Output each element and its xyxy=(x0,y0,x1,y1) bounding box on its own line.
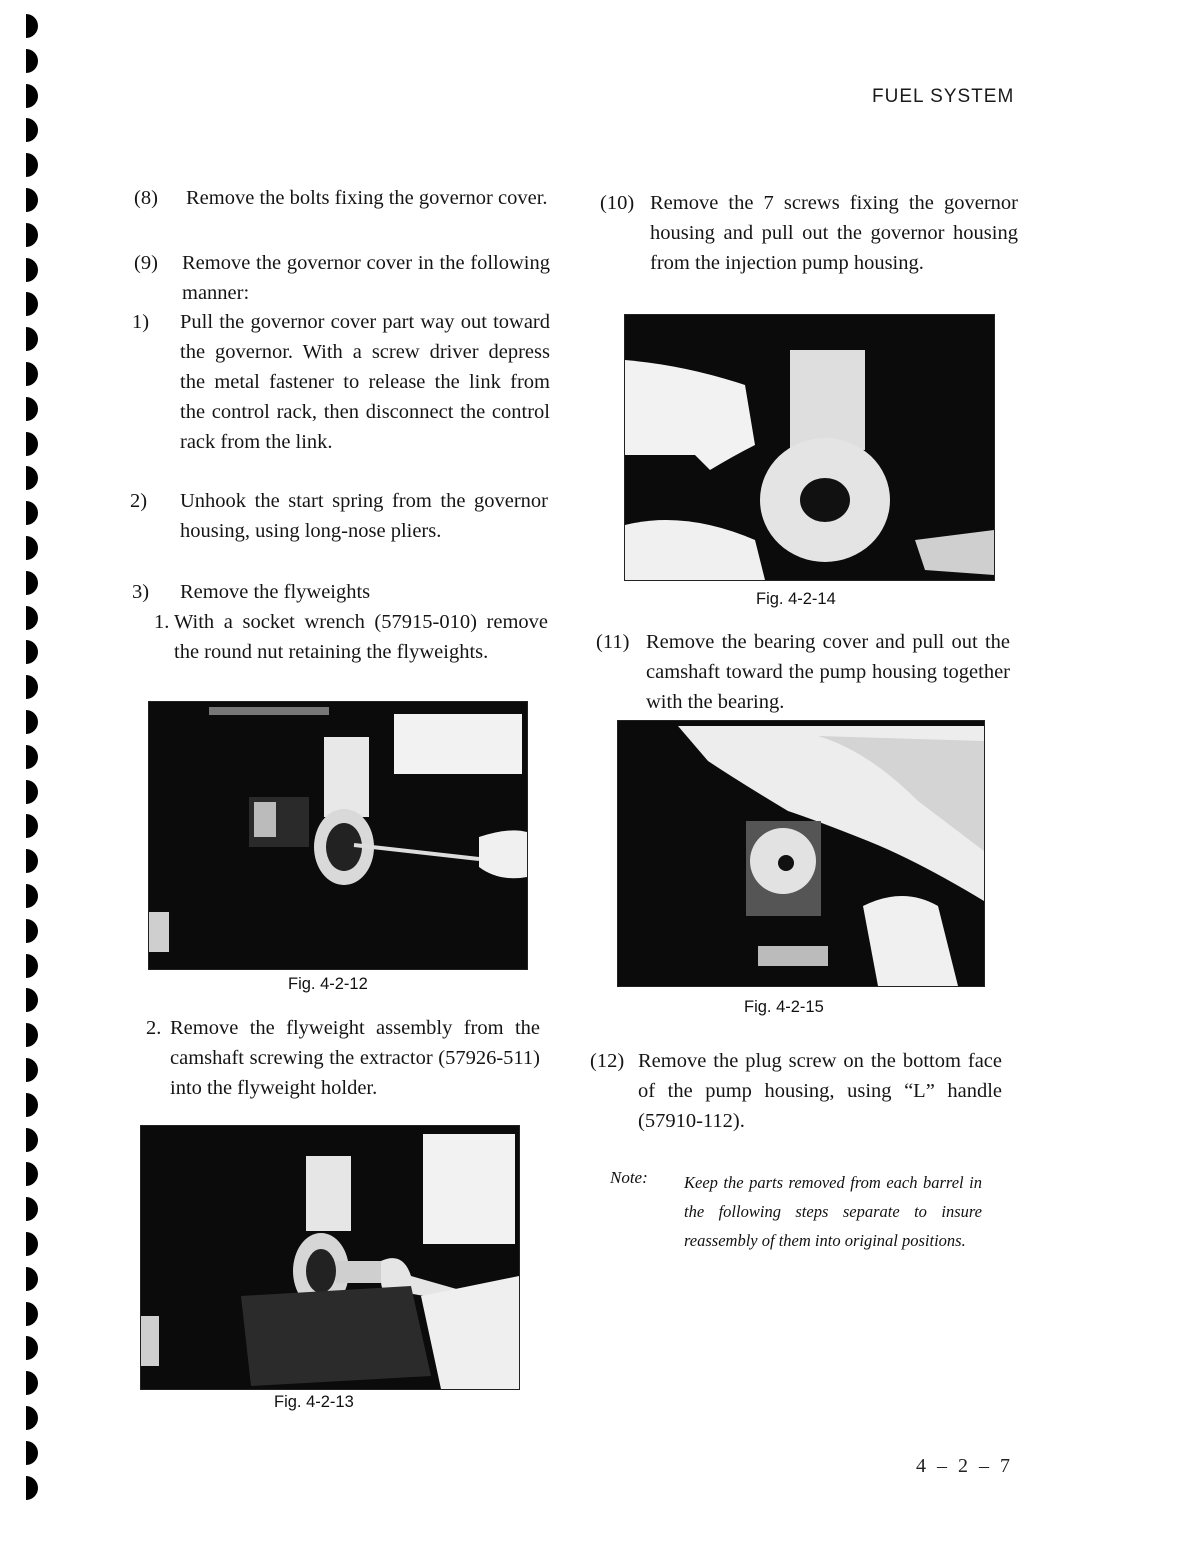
step-12 xyxy=(590,1046,1002,1136)
step-10 xyxy=(600,188,1018,278)
binding-hole xyxy=(26,501,38,525)
binding-hole xyxy=(26,466,38,490)
binding-hole xyxy=(26,118,38,142)
binding-hole xyxy=(26,988,38,1012)
page-number: 4 – 2 – 7 xyxy=(916,1455,1013,1477)
step-text: Remove the plug screw on the bottom face of the pump housing, using “L” handle (57910-112). xyxy=(638,1050,1002,1132)
step-text: Remove the bolts fixing the governor cover. xyxy=(186,187,548,209)
substep-text: Pull the governor cover part way out toward the governor. With a screw driver depress the metal fastener to release the link from the control rack, then disconnect the control rack from the link. xyxy=(180,311,550,453)
binding-hole xyxy=(26,223,38,247)
binding-hole xyxy=(26,1441,38,1465)
figure-4-2-12-photo xyxy=(148,701,528,970)
substep-3-1 xyxy=(154,607,548,667)
figure-4-2-15-caption: Fig. 4-2-15 xyxy=(744,998,824,1016)
binding-hole xyxy=(26,780,38,804)
binding-hole xyxy=(26,432,38,456)
binding-hole xyxy=(26,884,38,908)
binding-hole xyxy=(26,153,38,177)
binding-hole xyxy=(26,1336,38,1360)
binding-hole xyxy=(26,258,38,282)
binding-hole xyxy=(26,84,38,108)
substep-3 xyxy=(132,577,550,607)
substep-number: 1. xyxy=(154,611,170,633)
binding-hole xyxy=(26,1267,38,1291)
binding-hole xyxy=(26,49,38,73)
binding-hole xyxy=(26,1406,38,1430)
binding-hole xyxy=(26,814,38,838)
binding-hole xyxy=(26,1476,38,1500)
step-number: (9) xyxy=(134,252,158,274)
step-8 xyxy=(134,183,552,213)
binding-hole xyxy=(26,1093,38,1117)
binding-hole xyxy=(26,640,38,664)
binding-hole xyxy=(26,327,38,351)
note-text: Keep the parts removed from each barrel in the following steps separate to insure reassembly of them into original positions. xyxy=(684,1173,982,1250)
figure-4-2-12-caption: Fig. 4-2-12 xyxy=(288,975,368,993)
figure-4-2-14-caption: Fig. 4-2-14 xyxy=(756,590,836,608)
binding-hole xyxy=(26,745,38,769)
binding-hole xyxy=(26,397,38,421)
step-number: (8) xyxy=(134,187,158,209)
step-9 xyxy=(134,248,550,308)
binding-hole xyxy=(26,849,38,873)
substep-3-2 xyxy=(146,1013,540,1103)
binding-hole xyxy=(26,1232,38,1256)
substep-text: Remove the flyweight assembly from the camshaft screwing the extractor (57926-511) into the flyweight holder. xyxy=(170,1017,540,1099)
binding-hole xyxy=(26,1058,38,1082)
substep-text: Unhook the start spring from the governor housing, using long-nose pliers. xyxy=(180,490,548,542)
binding-hole xyxy=(26,292,38,316)
step-11 xyxy=(596,627,1010,717)
binding-hole xyxy=(26,1162,38,1186)
binding-hole xyxy=(26,188,38,212)
note-label: Note: xyxy=(610,1168,648,1187)
binding-hole xyxy=(26,14,38,38)
step-number: (10) xyxy=(600,192,635,214)
figure-4-2-13-caption: Fig. 4-2-13 xyxy=(274,1393,354,1411)
substep-text: With a socket wrench (57915-010) remove the round nut retaining the flyweights. xyxy=(174,611,548,663)
binding-hole xyxy=(26,1371,38,1395)
figure-4-2-15-photo xyxy=(617,720,985,987)
binding-hole xyxy=(26,675,38,699)
step-number: (12) xyxy=(590,1050,625,1072)
substep-1 xyxy=(132,307,550,457)
step-text: Remove the governor cover in the following manner: xyxy=(182,252,550,304)
binding-hole xyxy=(26,1023,38,1047)
binding-hole xyxy=(26,919,38,943)
substep-number: 2) xyxy=(130,490,148,512)
binding-hole xyxy=(26,536,38,560)
binding-hole xyxy=(26,1302,38,1326)
step-text: Remove the bearing cover and pull out the camshaft toward the pump housing together with the bearing. xyxy=(646,631,1010,713)
binding-hole xyxy=(26,606,38,630)
substep-text: Remove the flyweights xyxy=(180,581,371,603)
substep-number: 1) xyxy=(132,311,150,333)
binding-holes xyxy=(0,0,40,1544)
binding-hole xyxy=(26,1197,38,1221)
binding-hole xyxy=(26,1128,38,1152)
binding-hole xyxy=(26,571,38,595)
substep-number: 3) xyxy=(132,581,150,603)
substep-number: 2. xyxy=(146,1017,162,1039)
binding-hole xyxy=(26,954,38,978)
substep-2 xyxy=(130,486,548,546)
section-header: FUEL SYSTEM xyxy=(872,86,1015,107)
binding-hole xyxy=(26,710,38,734)
figure-4-2-14-photo xyxy=(624,314,995,581)
binding-hole xyxy=(26,362,38,386)
figure-4-2-13-photo xyxy=(140,1125,520,1390)
step-text: Remove the 7 screws fixing the governor housing and pull out the governor housing from the injection pump housing. xyxy=(650,192,1018,274)
step-number: (11) xyxy=(596,631,630,653)
